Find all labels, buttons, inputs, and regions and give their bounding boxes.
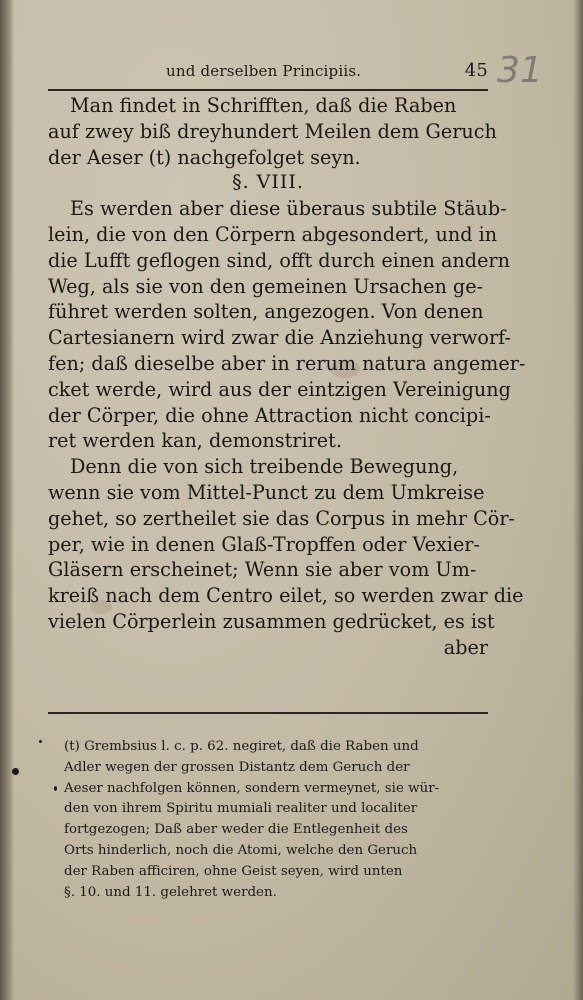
text-line: cket werde, wird aus der eintzigen Vereinigung [48,377,511,401]
page-number: 45 [464,60,488,81]
footnote-line: Adler wegen der grossen Distantz dem Geruch der [64,759,410,775]
text-line: per, wie in denen Glaß-Tropffen oder Vexier- [48,532,480,556]
margin-mark [12,768,19,775]
text-line: kreiß nach dem Centro eilet, so werden zwar die [48,584,524,608]
text-line: Cartesianern wird zwar die Anziehung verworf- [48,326,512,350]
text-line: Weg, als sie von den gemeinen Ursachen ge- [48,274,484,298]
main-text [48,93,526,661]
text-line: gehet, so zertheilet sie das Corpus in mehr Cör- [48,506,516,530]
catchword: aber [443,635,488,659]
footnote-line: der Raben afficiren, ohne Geist seyen, wird unten [64,863,403,879]
margin-mark [39,740,42,743]
text-line: fen; daß dieselbe aber in rerum natura angemer- [48,351,526,375]
text-line: Gläsern erscheinet; Wenn sie aber vom Um- [48,558,477,582]
text-line: auf zwey biß dreyhundert Meilen dem Geruch [48,119,497,143]
footnote-line: §. 10. und 11. gelehret werden. [64,884,277,900]
footnote-line: fortgezogen; Daß aber weder die Entlegenheit des [64,822,408,838]
footnote [64,737,488,903]
running-title: und derselben Principiis. [166,62,362,80]
footnote-line: (t) Grembsius l. c. p. 62. negiret, daß die Raben und [64,739,419,754]
text-line: wenn sie vom Mittel-Punct zu dem Umkreise [48,480,485,504]
text-line: Man findet in Schrifften, daß die Raben [70,94,457,117]
footnote-line: Orts hinderlich, noch die Atomi, welche den Geruch [64,842,418,858]
pencil-annotation: 31 [497,50,543,91]
text-line: lein, die von den Cörpern abgesondert, und in [48,222,498,246]
page-edge-left [0,0,14,1000]
section-heading: §. VIII. [232,171,304,194]
text-line: führet werden solten, angezogen. Von denen [48,300,484,324]
page-edge-right [573,0,583,1000]
text-line: der Aeser (t) nachgefolget seyn. [48,145,361,169]
text-line: vielen Cörperlein zusammen gedrücket, es ist [48,609,495,633]
footnote-line: den von ihrem Spiritu mumiali realiter und localiter [64,801,418,817]
footnote-rule [48,712,488,714]
text-line: Es werden aber diese überaus subtile Stäub- [70,197,507,221]
text-line: ret werden kan, demonstriret. [48,429,342,453]
text-line: Denn die von sich treibende Bewegung, [70,455,459,479]
footnote-line: Aeser nachfolgen können, sondern vermeynet, sie wür- [64,780,440,796]
header-rule [48,89,488,91]
text-line: die Lufft geflogen sind, offt durch einen andern [48,248,510,272]
margin-mark [54,786,57,791]
page-header [48,58,488,88]
text-line: der Cörper, die ohne Attraction nicht concipi- [48,403,491,427]
